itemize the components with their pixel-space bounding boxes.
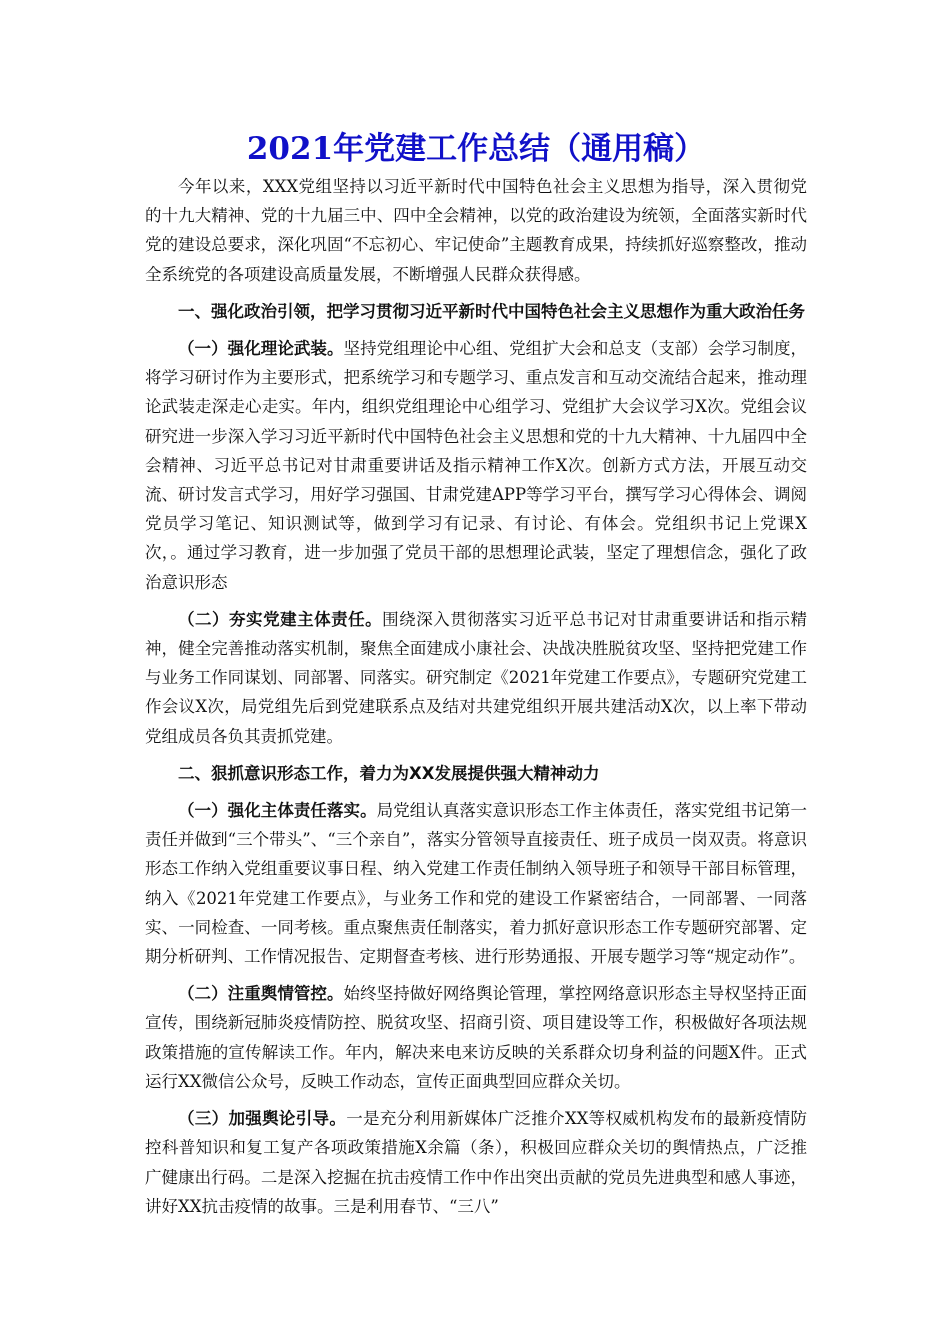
section-heading-1: 一、强化政治引领，把学习贯彻习近平新时代中国特色社会主义思想作为重大政治任务 — [178, 301, 805, 321]
paragraph-lead: （二）夯实党建主体责任。 — [178, 609, 383, 629]
intro-paragraph: 今年以来，XXX党组坚持以习近平新时代中国特色社会主义思想为指导，深入贯彻党的十九大精神、党的十九届三中、四中全会精神，以党的政治建设为统领，全面落实新时代党的建设总要求，深化巩固“不忘初心、牢记使命”主题教育成果，持续抓好巡察整改，推动全系统党的各项建设高质量发展，不断增强人民群众获得感。 — [145, 177, 807, 284]
paragraph-body: 始终坚持做好网络舆论管理，掌控网络意识形态主导权坚持正面宣传，围绕新冠肺炎疫情防控、脱贫攻坚、招商引资、项目建设等工作，积极做好各项法规政策措施的宣传解读工作。年内，解决来电来访反映的关系群众切身利益的问题X件。正式运行XX微信公众号，反映工作动态，宣传正面典型回应群众关切。 — [145, 984, 808, 1091]
paragraph-body: 围绕深入贯彻落实习近平总书记对甘肃重要讲话和指示精神，健全完善推动落实机制，聚焦全面建成小康社会、决战决胜脱贫攻坚、坚持把党建工作与业务工作同谋划、同部署、同落实。研究制定《2021年党建工作要点》，专题研究党建工作会议X次，局党组先后到党建联系点及结对共建党组织开展共建活动X次，以上率下带动党组成员各负其责抓党建。 — [145, 609, 808, 746]
paragraph-body: 局党组认真落实意识形态工作主体责任，落实党组书记第一责任并做到“三个带头”、“三个亲自”，落实分管领导直接责任、班子成员一岗双责。将意识形态工作纳入党组重要议事日程、纳入党建工作责任制纳入领导班子和领导干部目标管理，纳入《2021年党建工作要点》，与业务工作和党的建设工作紧密结合，一同部署、一同落实、一同检查、一同考核。重点聚焦责任制落实，着力抓好意识形态工作专题研究部署、定期分析研判、工作情况报告、定期督查考核、进行形势通报、开展专题学习等“规定动作”。 — [145, 801, 808, 967]
document-title: 2021年党建工作总结（通用稿） — [246, 131, 706, 167]
paragraph-2-1 — [145, 796, 807, 971]
paragraph-2-3 — [145, 1104, 807, 1221]
paragraph-lead: （一）强化理论武装。 — [178, 339, 344, 359]
paragraph-lead: （三）加强舆论引导。 — [178, 1109, 347, 1129]
paragraph-body: 一是充分利用新媒体广泛推介XX等权威机构发布的最新疫情防控科普知识和复工复产各项政策措施X余篇（条），积极回应群众关切的舆情热点，广泛推广健康出行码。二是深入挖掘在抗击疫情工作中作出突出贡献的党员先进典型和感人事迹，讲好XX抗击疫情的故事。三是利用春节、“三八” — [145, 1109, 808, 1216]
paragraph-1-2 — [145, 605, 807, 751]
paragraph-lead: （一）强化主体责任落实。 — [178, 801, 377, 821]
section-heading-2: 二、狠抓意识形态工作，着力为XX发展提供强大精神动力 — [178, 763, 600, 783]
paragraph-body: 坚持党组理论中心组、党组扩大会和总支（支部）会学习制度，将学习研讨作为主要形式，把系统学习和专题学习、重点发言和互动交流结合起来，推动理论武装走深走心走实。年内，组织党组理论中心组学习、党组扩大会议学习X次。党组会议研究进一步深入学习习近平新时代中国特色社会主义思想和党的十九大精神、十九届四中全会精神、习近平总书记对甘肃重要讲话及指示精神工作X次。创新方式方法，开展互动交流、研讨发言式学习，用好学习强国、甘肃党建APP等学习平台，撰写学习心得体会、调阅党员学习笔记、知识测试等，做到学习有记录、有讨论、有体会。党组织书记上党课X次，。通过学习教育，进一步加强了党员干部的思想理论武装，坚定了理想信念，强化了政治意识形态 — [145, 339, 808, 592]
paragraph-lead: （二）注重舆情管控。 — [178, 984, 344, 1004]
document-page — [145, 128, 807, 1229]
paragraph-1-1 — [145, 334, 807, 597]
paragraph-2-2 — [145, 979, 807, 1096]
